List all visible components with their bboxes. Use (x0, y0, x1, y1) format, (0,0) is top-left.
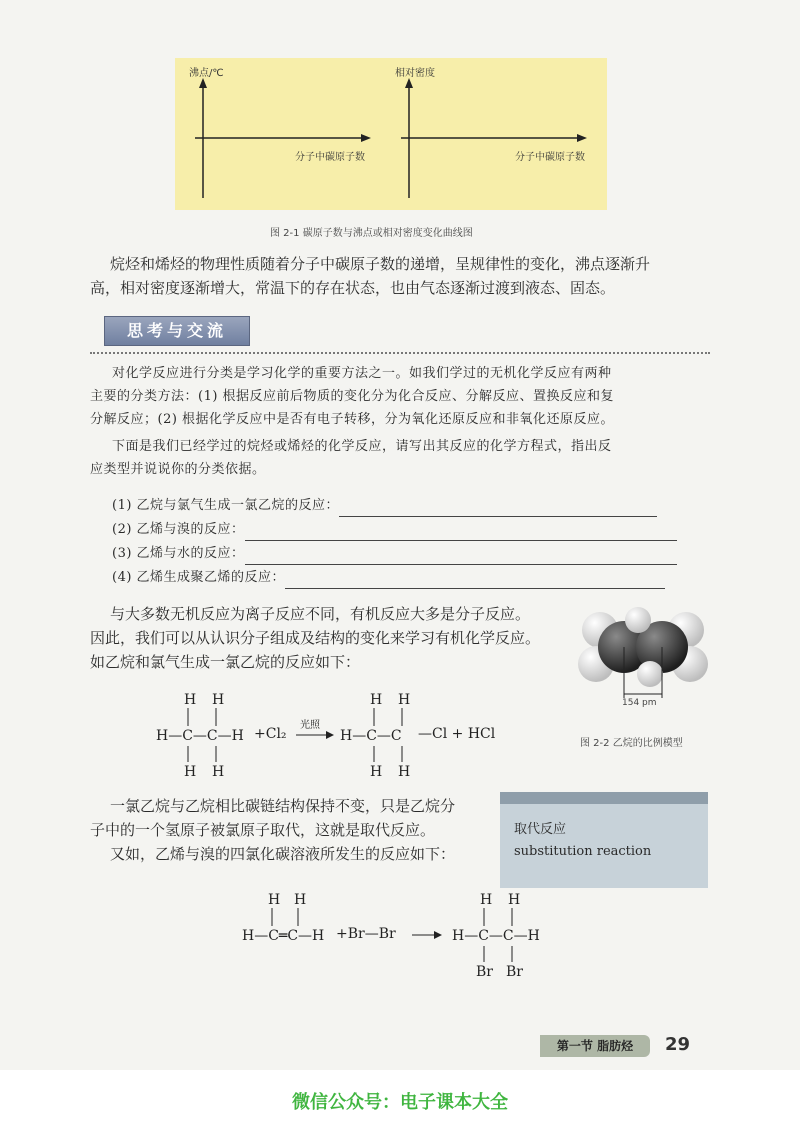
glossary-term-cn: 取代反应 (514, 822, 567, 837)
svg-text:H: H (370, 692, 383, 708)
reaction-ethylene-bromination (238, 890, 568, 980)
question-1 (112, 494, 712, 518)
svg-text:H—C—C: H—C—C (340, 728, 402, 744)
reactant-br2: +Br—Br (336, 926, 396, 942)
think-p2-line2: 应类型并说说你的分类依据。 (90, 462, 266, 477)
think-p1-line2: 主要的分类方法：(1) 根据反应前后物质的变化分为化合反应、分解反应、置换反应和复 (90, 389, 615, 404)
svg-text:H: H (480, 892, 493, 908)
paragraph-physical-properties (90, 252, 710, 300)
question-2 (112, 518, 712, 542)
figure2-caption: 图 2-2 乙烷的比例模型 (580, 738, 683, 749)
reactant-cl2: +Cl₂ (254, 726, 287, 742)
para1-line2: 高，相对密度逐渐增大，常温下的存在状态，也由气态逐渐过渡到液态、固态。 (90, 279, 616, 297)
right-x-label: 分子中碳原子数 (515, 152, 585, 163)
para3-line2: 子中的一个氢原子被氯原子取代，这就是取代反应。 (90, 821, 436, 839)
q4-answer-blank[interactable] (285, 572, 665, 589)
figure1-caption: 图 2-1 碳原子数与沸点或相对密度变化曲线图 (270, 228, 473, 239)
reaction-condition-light: 光照 (300, 720, 320, 731)
svg-text:H: H (294, 892, 307, 908)
think-body (90, 362, 710, 481)
axes-chart (175, 58, 607, 210)
q3-answer-blank[interactable] (245, 548, 677, 565)
ethane-model-image (578, 602, 708, 712)
reaction-ethane-chlorination (150, 690, 530, 780)
svg-text:H—C—C—H: H—C—C—H (156, 728, 244, 744)
glossary-term-en: substitution reaction (514, 844, 652, 859)
question-3 (112, 542, 712, 566)
dotted-divider (90, 352, 710, 354)
think-p1-line1: 对化学反应进行分类是学习化学的重要方法之一。如我们学过的无机化学反应有两种 (112, 366, 612, 381)
right-y-label: 相对密度 (395, 68, 435, 79)
figure-boiling-point-density (175, 58, 607, 210)
para2-line3: 如乙烷和氯气生成一氯乙烷的反应如下： (90, 653, 361, 671)
svg-text:H: H (184, 692, 197, 708)
reaction2-structure (238, 890, 568, 980)
questions (112, 494, 712, 590)
right-y-arrow (405, 78, 413, 88)
para1-line1: 烷烃和烯烃的物理性质随着分子中碳原子数的递增，呈规律性的变化，沸点逐渐升 (110, 255, 651, 273)
svg-text:H: H (184, 764, 197, 780)
para3-line3: 又如，乙烯与溴的四氯化碳溶液所发生的反应如下： (110, 845, 456, 863)
left-y-arrow (199, 78, 207, 88)
paragraph-substitution (90, 794, 490, 866)
para3-line1: 一氯乙烷与乙烷相比碳链结构保持不变，只是乙烷分 (110, 797, 456, 815)
think-p2-line1: 下面是我们已经学过的烷烃或烯烃的化学反应，请写出其反应的化学方程式，指出反 (112, 439, 612, 454)
q4-label: (4) 乙烯生成聚乙烯的反应： (112, 570, 286, 585)
svg-text:H: H (370, 764, 383, 780)
left-x-label: 分子中碳原子数 (295, 152, 365, 163)
para2-line2: 因此，我们可以从认识分子组成及结构的变化来学习有机化学反应。 (90, 629, 541, 647)
svg-text:H—C═C—H: H—C═C—H (242, 928, 325, 944)
svg-text:Br: Br (476, 964, 493, 980)
wechat-watermark: 微信公众号：电子课本大全 (292, 1092, 508, 1113)
q1-label: (1) 乙烷与氯气生成一氯乙烷的反应： (112, 498, 340, 513)
left-x-arrow (361, 134, 371, 142)
svg-text:H: H (212, 692, 225, 708)
svg-text:H: H (268, 892, 281, 908)
svg-text:Br: Br (506, 964, 523, 980)
think-p1-line3: 分解反应；(2) 根据化学反应中是否有电子转移，分为氧化还原反应和非氧化还原反应。 (90, 412, 615, 427)
q3-label: (3) 乙烯与水的反应： (112, 546, 245, 561)
svg-text:H: H (508, 892, 521, 908)
paragraph-organic-reactions (90, 602, 570, 674)
para2-line1: 与大多数无机反应为离子反应不同，有机反应大多是分子反应。 (110, 605, 531, 623)
ethane-space-filling-model (578, 602, 708, 712)
svg-text:H: H (212, 764, 225, 780)
bond-length-label: 154 pm (622, 698, 657, 708)
right-x-arrow (577, 134, 587, 142)
q2-answer-blank[interactable] (245, 524, 677, 541)
section-tab: 第一节 脂肪烃 (540, 1035, 650, 1057)
svg-text:H: H (398, 764, 411, 780)
glossary-box (500, 792, 708, 888)
svg-text:H: H (398, 692, 411, 708)
product-chloroethane-hcl: —Cl + HCl (418, 726, 496, 742)
left-y-label: 沸点/℃ (189, 68, 224, 79)
svg-text:H—C—C—H: H—C—C—H (452, 928, 540, 944)
page-number: 29 (665, 1034, 691, 1055)
q1-answer-blank[interactable] (339, 500, 657, 517)
question-4 (112, 566, 712, 590)
think-discuss-banner: 思考与交流 (104, 316, 250, 346)
q2-label: (2) 乙烯与溴的反应： (112, 522, 245, 537)
